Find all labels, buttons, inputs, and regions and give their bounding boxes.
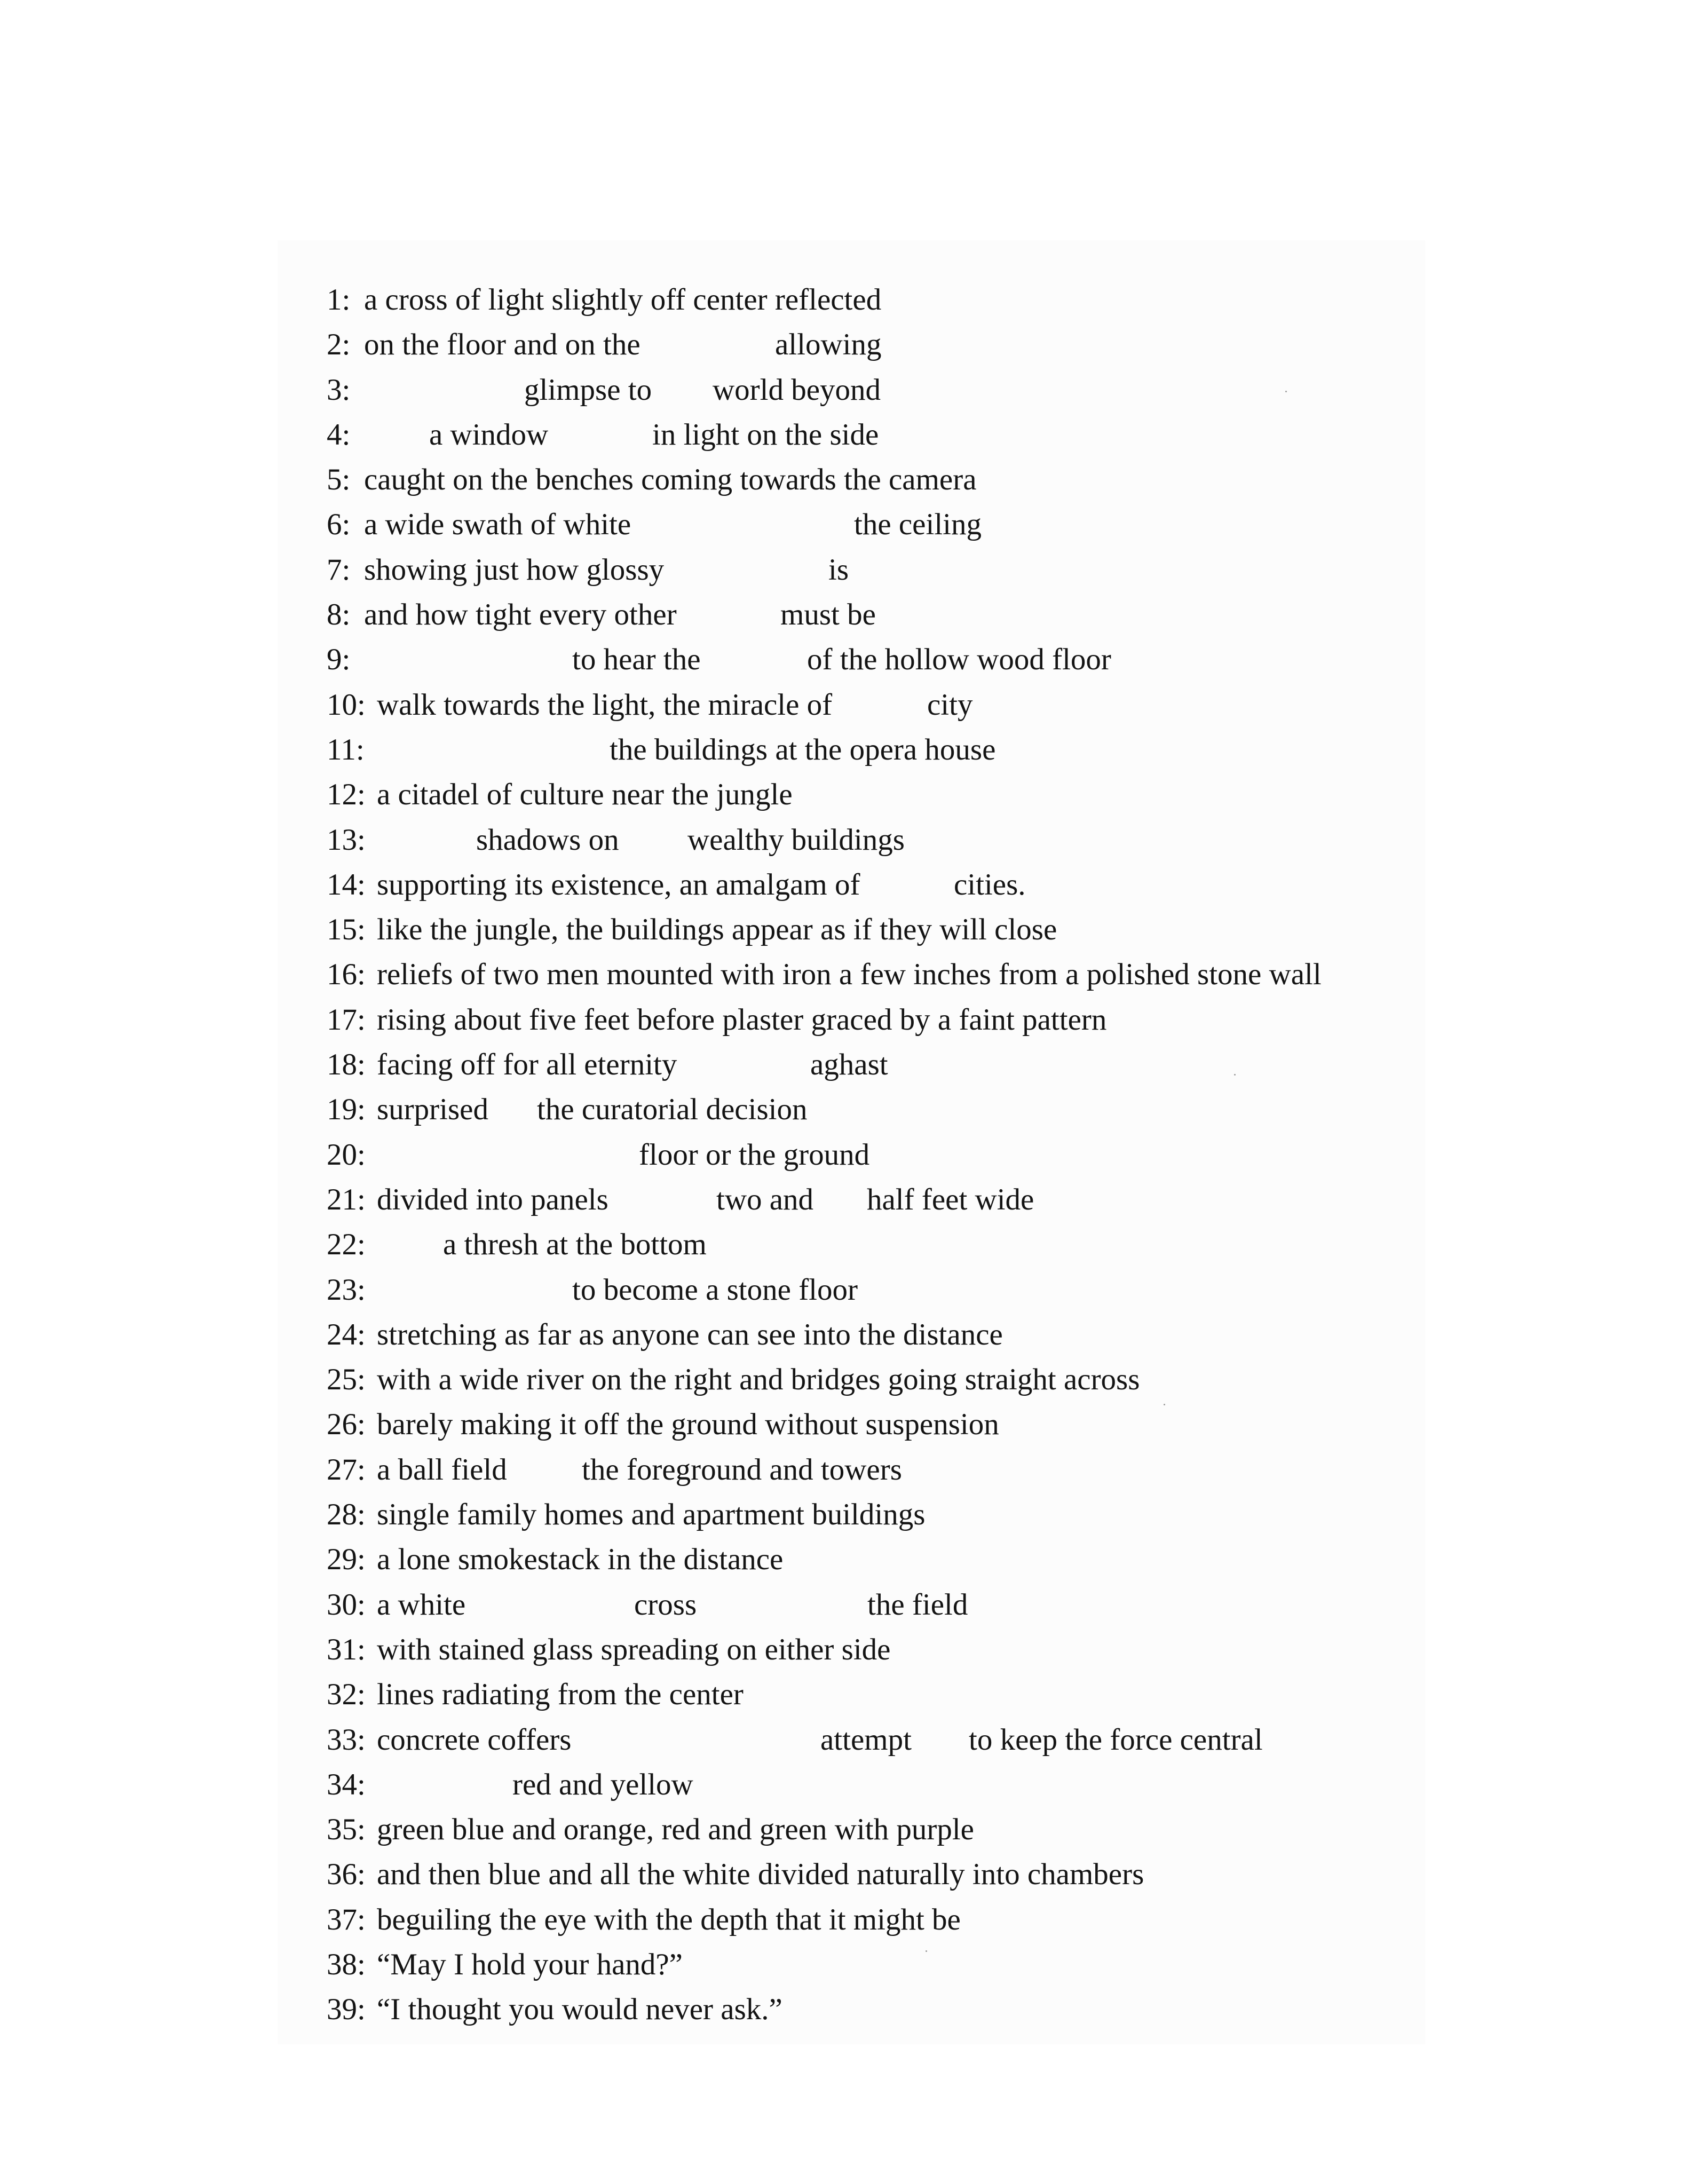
line-text: two and [716, 1182, 814, 1216]
line-number: 8: [327, 598, 351, 632]
line-text: walk towards the light, the miracle of [377, 687, 833, 722]
line-text: divided into panels [377, 1182, 608, 1216]
line-text: concrete coffers [377, 1722, 572, 1757]
line-number: 5: [327, 463, 351, 497]
line-text: caught on the benches coming towards the camera [364, 463, 977, 497]
line-text: red and yellow [512, 1767, 693, 1801]
line-text: single family homes and apartment buildings [377, 1498, 926, 1532]
line-text: a lone smokestack in the distance [377, 1543, 784, 1577]
line-text: floor or the ground [639, 1137, 870, 1172]
line-number: 9: [327, 643, 351, 677]
line-text: like the jungle, the buildings appear as if they will close [377, 913, 1057, 947]
line-number: 39: [327, 1993, 366, 2027]
line-number: 27: [327, 1452, 366, 1487]
line-number: 36: [327, 1857, 366, 1892]
line-number: 37: [327, 1902, 366, 1936]
line-text: is [828, 552, 849, 587]
line-text: facing off for all eternity [377, 1048, 677, 1082]
line-text: a ball field [377, 1452, 507, 1487]
line-text: cities. [954, 867, 1026, 902]
line-text: the curatorial decision [537, 1093, 808, 1127]
line-text: cross [634, 1587, 697, 1622]
line-number: 11: [327, 732, 365, 766]
line-text: on the floor and on the [364, 328, 640, 362]
line-number: 12: [327, 778, 366, 812]
line-number: 2: [327, 328, 351, 362]
line-number: 6: [327, 508, 351, 542]
line-number: 31: [327, 1632, 366, 1666]
line-number: 13: [327, 823, 366, 857]
line-text: barely making it off the ground without suspension [377, 1408, 999, 1442]
line-number: 4: [327, 417, 351, 452]
line-text: a wide swath of white [364, 508, 631, 542]
line-text: rising about five feet before plaster graced by a faint pattern [377, 1002, 1107, 1037]
line-number: 15: [327, 913, 366, 947]
line-text: world beyond [713, 373, 881, 407]
line-number: 20: [327, 1137, 366, 1172]
line-text: the foreground and towers [582, 1452, 902, 1487]
line-text: surprised [377, 1093, 488, 1127]
line-text: shadows on [476, 823, 619, 857]
line-number: 30: [327, 1587, 366, 1622]
line-text: green blue and orange, red and green with purple [377, 1813, 974, 1847]
line-text: a cross of light slightly off center reflected [364, 283, 882, 317]
line-text: to keep the force central [969, 1722, 1263, 1757]
line-text: “May I hold your hand?” [377, 1947, 683, 1981]
line-number: 1: [327, 283, 351, 317]
line-text: with stained glass spreading on either side [377, 1632, 891, 1666]
line-text: supporting its existence, an amalgam of [377, 867, 860, 902]
line-text: the buildings at the opera house [610, 732, 996, 766]
scan-speck [1285, 391, 1287, 392]
line-text: stretching as far as anyone can see into the distance [377, 1317, 1003, 1351]
line-text: the field [867, 1587, 968, 1622]
line-number: 35: [327, 1813, 366, 1847]
line-number: 18: [327, 1048, 366, 1082]
line-number: 14: [327, 867, 366, 902]
line-number: 26: [327, 1408, 366, 1442]
scan-speck [926, 1950, 927, 1952]
line-number: 10: [327, 687, 366, 722]
line-text: half feet wide [867, 1182, 1034, 1216]
line-text: to become a stone floor [572, 1272, 858, 1307]
line-text: must be [780, 598, 876, 632]
scan-speck [1164, 1404, 1165, 1405]
line-number: 25: [327, 1363, 366, 1397]
line-text: in light on the side [652, 417, 879, 452]
line-number: 16: [327, 958, 366, 992]
line-number: 3: [327, 373, 351, 407]
line-number: 33: [327, 1722, 366, 1757]
line-text: a citadel of culture near the jungle [377, 778, 793, 812]
line-text: lines radiating from the center [377, 1678, 744, 1712]
line-text: a thresh at the bottom [443, 1228, 707, 1262]
line-number: 17: [327, 1002, 366, 1037]
line-number: 21: [327, 1182, 366, 1216]
line-text: beguiling the eye with the depth that it might be [377, 1902, 961, 1936]
line-text: of the hollow wood floor [807, 643, 1111, 677]
line-number: 29: [327, 1543, 366, 1577]
line-number: 19: [327, 1093, 366, 1127]
line-text: showing just how glossy [364, 552, 665, 587]
line-text: “I thought you would never ask.” [377, 1993, 782, 2027]
line-number: 22: [327, 1228, 366, 1262]
line-text: glimpse to [524, 373, 652, 407]
line-number: 38: [327, 1947, 366, 1981]
line-text: a white [377, 1587, 466, 1622]
line-number: 7: [327, 552, 351, 587]
line-text: the ceiling [854, 508, 982, 542]
line-number: 28: [327, 1498, 366, 1532]
line-text: to hear the [572, 643, 701, 677]
line-text: attempt [820, 1722, 912, 1757]
line-text: with a wide river on the right and bridges going straight across [377, 1363, 1140, 1397]
line-number: 24: [327, 1317, 366, 1351]
line-text: wealthy buildings [687, 823, 905, 857]
line-text: a window [429, 417, 549, 452]
line-text: city [927, 687, 973, 722]
line-text: and then blue and all the white divided naturally into chambers [377, 1857, 1144, 1892]
line-number: 23: [327, 1272, 366, 1307]
line-number: 32: [327, 1678, 366, 1712]
line-text: allowing [775, 328, 882, 362]
scan-speck [1234, 1074, 1236, 1076]
line-number: 34: [327, 1767, 366, 1801]
line-text: and how tight every other [364, 598, 677, 632]
line-text: aghast [810, 1048, 888, 1082]
line-text: reliefs of two men mounted with iron a few inches from a polished stone wall [377, 958, 1322, 992]
